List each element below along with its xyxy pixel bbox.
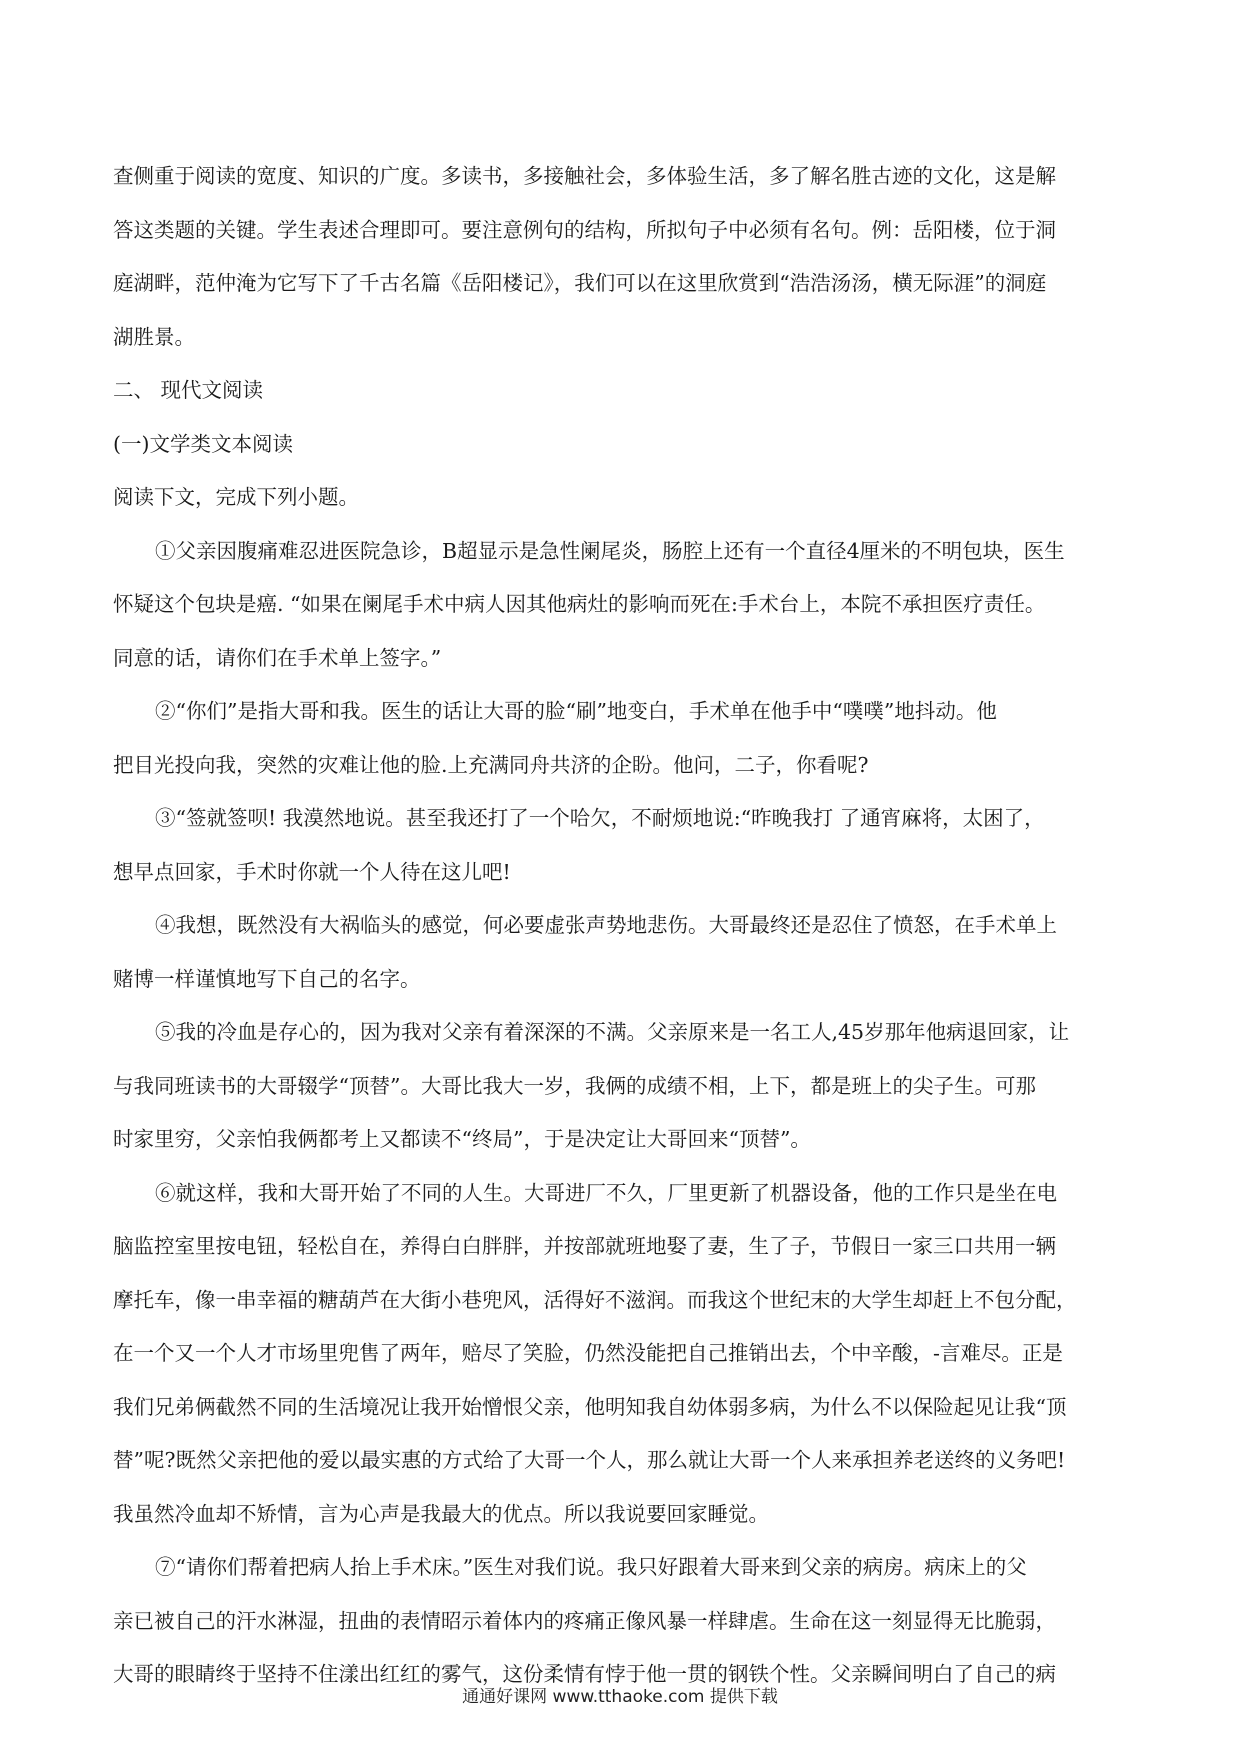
page-footer: 通通好课网 www.tthaoke.com 提供下载: [462, 1687, 778, 1707]
text-line: ②“你们”是指大哥和我。医生的话让大哥的脸“刷”地变白，手术单在他手中“噗噗”地抖动。他: [155, 699, 997, 723]
text-line: (一)文学类文本阅读: [113, 431, 293, 456]
text-line: 亲已被自己的汗水淋湿，扭曲的表情昭示着体内的疼痛正像风暴一样肆虐。生命在这一刻显得无比脆弱，: [113, 1608, 1056, 1633]
text-line: 答这类题的关键。学生表述合理即可。要注意例句的结构，所拟句子中必须有名句。例：岳阳楼，位于洞: [113, 217, 1056, 242]
text-line: 同意的话，请你们在手术单上签字。”: [113, 645, 442, 670]
text-line: 摩托车，像一串幸福的糖葫芦在大街小巷兜风，活得好不滋润。而我这个世纪末的大学生却赶上不包分配，: [113, 1287, 1077, 1312]
text-line: 大哥的眼睛终于坚持不住漾出红红的雾气，这份柔情有悖于他一贯的钢铁个性。父亲瞬间明白了自己的病: [113, 1662, 1056, 1686]
text-line: 二、 现代文阅读: [113, 378, 264, 402]
text-line: 我虽然冷血却不矫情，言为心声是我最大的优点。所以我说要回家睡觉。: [113, 1501, 769, 1526]
text-line: 想早点回家，手术时你就一个人待在这儿吧!: [113, 859, 511, 884]
text-line: 阅读下文，完成下列小题。: [113, 485, 359, 509]
text-line: 在一个又一个人才市场里兜售了两年，赔尽了笑脸，仍然没能把自己推销出去，个中辛酸，-言难尽。正是: [113, 1341, 1063, 1365]
text-line: ③“签就签呗! 我漠然地说。甚至我还打了一个哈欠，不耐烦地说:“昨晚我打 了通宵麻将，太困了，: [155, 806, 1045, 830]
text-line: ⑤我的冷血是存心的，因为我对父亲有着深深的不满。父亲原来是一名工人,45岁那年他病退回家，让: [155, 1020, 1070, 1044]
text-line: 湖胜景。: [113, 324, 195, 349]
text-line: 庭湖畔，范仲淹为它写下了千古名篇《岳阳楼记》，我们可以在这里欣赏到“浩浩汤汤，横无际涯”的洞庭: [113, 271, 1047, 295]
text-line: 怀疑这个包块是癌. “如果在阑尾手术中病人因其他病灶的影响而死在:手术台上，本院不承担医疗责任。: [113, 592, 1046, 616]
text-line: ⑦“请你们帮着把病人抬上手术床。”医生对我们说。我只好跟着大哥来到父亲的病房。病床上的父: [155, 1555, 1027, 1579]
text-line: 脑监控室里按电钮，轻松自在，养得白白胖胖，并按部就班地娶了妻，生了子，节假日一家三口共用一辆: [113, 1234, 1056, 1258]
text-line: 查侧重于阅读的宽度、知识的广度。多读书，多接触社会，多体验生活，多了解名胜古迹的文化，这是解: [113, 164, 1056, 188]
document-body: [113, 150, 1129, 1702]
text-line: 替”呢?既然父亲把他的爱以最实惠的方式给了大哥一个人，那么就让大哥一个人来承担养老送终的义务吧!: [113, 1448, 1066, 1472]
text-line: 时家里穷，父亲怕我俩都考上又都读不“终局”，于是决定让大哥回来“顶替”。: [113, 1127, 811, 1151]
text-line: 与我同班读书的大哥辍学“顶替”。大哥比我大一岁，我俩的成绩不相，上下，都是班上的尖子生。可那: [113, 1073, 1036, 1098]
text-line: 把目光投向我，突然的灾难让他的脸.上充满同舟共济的企盼。他问，二子，你看呢?: [113, 752, 869, 777]
text-line: ①父亲因腹痛难忍进医院急诊，B超显示是急性阑尾炎，肠腔上还有一个直径4厘米的不明包块，医生: [155, 538, 1065, 563]
text-line: ④我想，既然没有大祸临头的感觉，何必要虚张声势地悲伤。大哥最终还是忍住了愤怒，在手术单上: [155, 913, 1057, 937]
text-line: 赌博一样谨慎地写下自己的名字。: [113, 966, 421, 991]
text-line: 我们兄弟俩截然不同的生活境况让我开始憎恨父亲，他明知我自幼体弱多病，为什么不以保险起见让我“顶: [113, 1394, 1067, 1419]
text-line: ⑥就这样，我和大哥开始了不同的人生。大哥进厂不久，厂里更新了机器设备，他的工作只是坐在电: [155, 1180, 1057, 1205]
